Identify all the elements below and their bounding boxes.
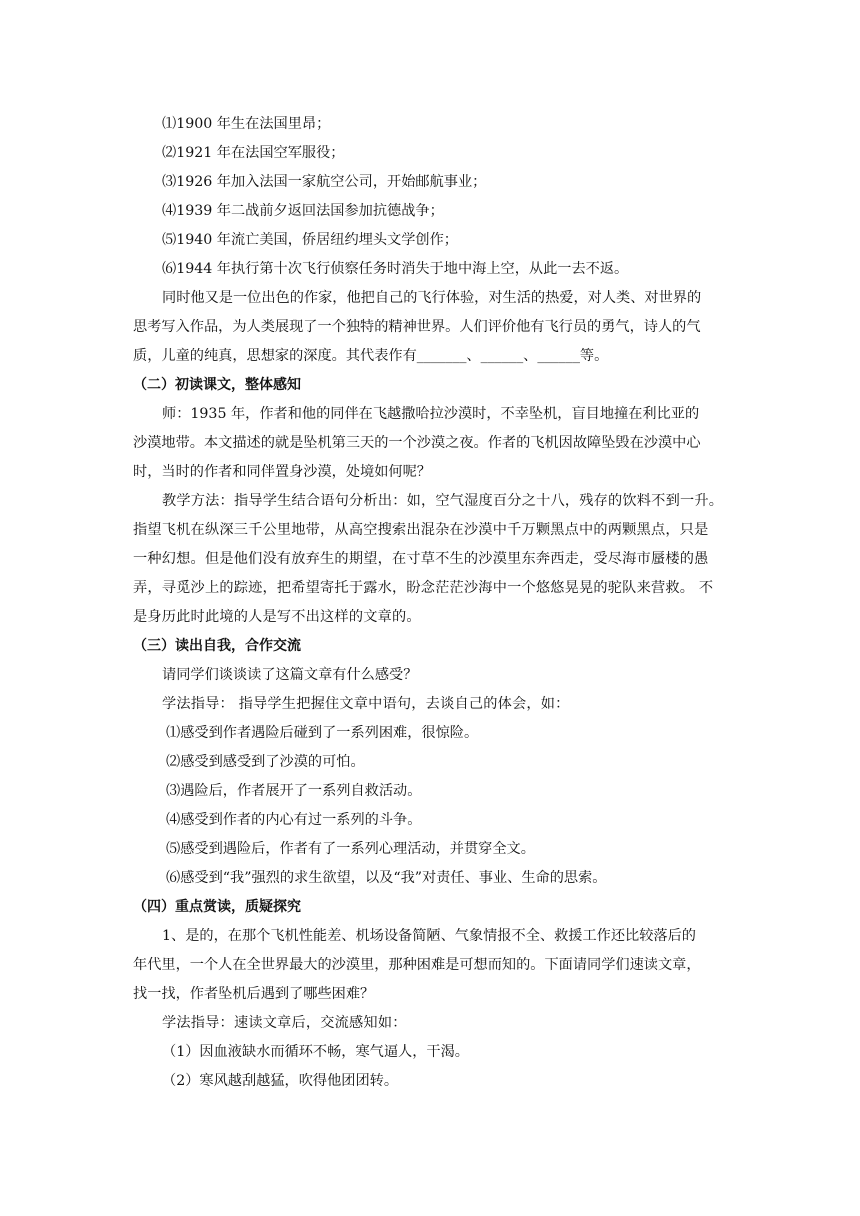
document-body <box>133 110 733 1096</box>
life-item: ⑶1926 年加入法国一家航空公司，开始邮航事业； <box>162 174 487 190</box>
feeling-item: ⑹感受到“我”强烈的求生欲望，以及“我”对责任、事业、生命的思索。 <box>166 870 607 886</box>
method-line: 一种幻想。但是他们没有放弃生的期望，在寸草不生的沙漠里东奔西走，受尽海市蜃楼的愚 <box>133 551 709 567</box>
life-item: ⑴1900 年生在法国里昂； <box>162 116 331 132</box>
life-item: ⑸1940 年流亡美国，侨居纽约埋头文学创作； <box>162 232 458 248</box>
method-line: 弄，寻觅沙上的踪迹，把希望寄托于露水，盼念茫茫沙海中一个悠悠晃晃的驼队来营救。 不 <box>133 580 714 596</box>
teacher-line: 沙漠地带。本文描述的就是坠机第三天的一个沙漠之夜。作者的飞机因故障坠毁在沙漠中心 <box>133 435 701 451</box>
teacher-line: 时，当时的作者和同伴置身沙漠，处境如何呢？ <box>133 464 431 480</box>
question-line: 找一找，作者坠机后遇到了哪些困难？ <box>133 986 375 1002</box>
feeling-item: ⑶遇险后，作者展开了一系列自救活动。 <box>166 783 422 799</box>
question-line: 1、是的，在那个飞机性能差、机场设备简陋、气象情报不全、救援工作还比较落后的 <box>162 928 696 944</box>
feeling-item: ⑸感受到遇险后，作者有了一系列心理活动，并贯穿全文。 <box>166 841 535 857</box>
feeling-item: ⑵感受到感受到了沙漠的可怕。 <box>166 754 365 770</box>
writer-paragraph-line: 同时他又是一位出色的作家，他把自己的飞行体验，对生活的热爱，对人类、对世界的 <box>162 290 702 306</box>
guide-line: 学法指导：速读文章后，交流感知如： <box>162 1015 407 1031</box>
feeling-item: ⑴感受到作者遇险后碰到了一系列困难，很惊险。 <box>166 725 479 741</box>
method-line: 是身历此时此境的人是写不出这样的文章的。 <box>133 609 421 625</box>
section-heading-4: （四）重点赏读，质疑探究 <box>133 899 301 915</box>
method-line: 指望飞机在纵深三千公里地带，从高空搜索出混杂在沙漠中千万颗黑点中的两颗黑点，只是 <box>133 522 709 538</box>
teacher-line: 师：1935 年，作者和他的同伴在飞越撒哈拉沙漠时，不幸坠机，盲目地撞在利比亚的 <box>162 406 700 422</box>
answer-item: （1）因血液缺水而循环不畅，寒气逼人，干渴。 <box>162 1044 469 1060</box>
answer-item: （2）寒风越刮越猛，吹得他团团转。 <box>162 1073 399 1089</box>
life-item: ⑹1944 年执行第十次飞行侦察任务时消失于地中海上空，从此一去不返。 <box>162 261 629 277</box>
life-item: ⑵1921 年在法国空军服役； <box>162 145 345 161</box>
writer-paragraph-line: 质，儿童的纯真，思想家的深度。其代表作有_______、______、______等。 <box>133 348 609 364</box>
question-line: 年代里，一个人在全世界最大的沙漠里，那种困难是可想而知的。下面请同学们速读文章， <box>133 957 701 973</box>
feeling-item: ⑷感受到作者的内心有过一系列的斗争。 <box>166 812 422 828</box>
life-item: ⑷1939 年二战前夕返回法国参加抗德战争； <box>162 203 444 219</box>
writer-paragraph-line: 思考写入作品，为人类展现了一个独特的精神世界。人们评价他有飞行员的勇气，诗人的气 <box>133 319 701 335</box>
guide-line: 学法指导： 指导学生把握住文章中语句，去谈自己的体会，如： <box>162 696 570 712</box>
method-line: 教学方法：指导学生结合语句分析出：如，空气湿度百分之十八，残存的饮料不到一升。 <box>162 493 724 509</box>
section-heading-3: （三）读出自我，合作交流 <box>133 638 301 654</box>
section-heading-2: （二）初读课文，整体感知 <box>133 377 301 393</box>
question-line: 请同学们谈谈读了这篇文章有什么感受？ <box>162 667 418 683</box>
